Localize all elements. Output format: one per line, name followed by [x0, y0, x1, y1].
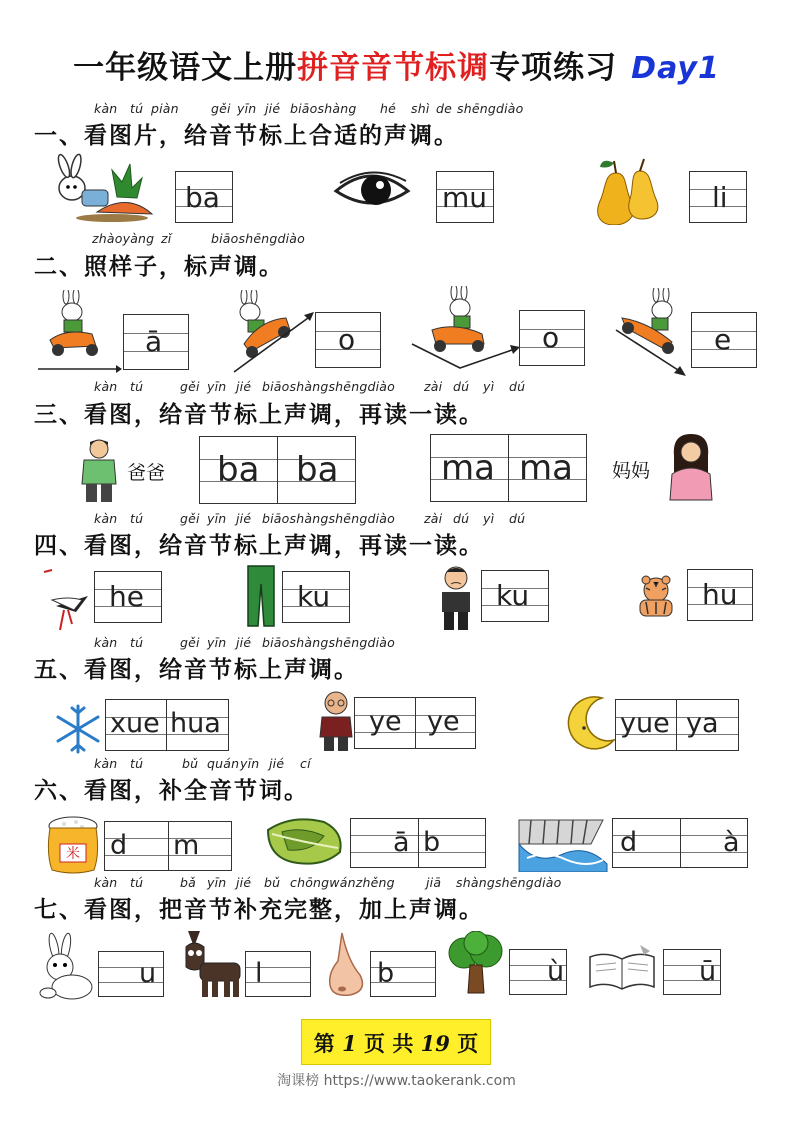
dam-icon	[517, 814, 609, 872]
syllable-box[interactable]: ā	[123, 314, 189, 370]
syllable-box[interactable]: ku	[481, 570, 549, 622]
syllable-box[interactable]: ye ye	[354, 697, 476, 749]
syllable-box[interactable]: ba ba	[199, 436, 356, 504]
book-icon	[586, 943, 658, 995]
nose-icon	[324, 931, 368, 999]
watermark: 淘课榜 https://www.taokerank.com	[277, 1073, 516, 1089]
tree-icon	[446, 931, 506, 997]
syllable-box[interactable]: o	[519, 310, 585, 366]
section-heading: 一、看图片，给音节标上合适的声调。	[34, 123, 459, 149]
cabbage-icon	[262, 812, 348, 870]
word-label: 妈妈	[612, 460, 651, 482]
section-heading: 四、看图，给音节标上声调，再读一读。	[34, 533, 484, 559]
word-label: 爸爸	[127, 462, 166, 484]
pinyin-row: kàn tú gěi yīn jié biāoshàngshēngdiào zài dú yì dú	[94, 379, 526, 394]
father-icon	[78, 438, 120, 504]
syllable-box[interactable]: yue ya	[615, 699, 739, 751]
arrow-flat-icon	[36, 364, 122, 374]
syllable-box[interactable]: d à	[612, 818, 748, 868]
grandpa-icon	[316, 689, 356, 753]
syllable-box[interactable]: hu	[687, 569, 753, 621]
pinyin-row: kàn tú bǔ quán yīn jié cí	[94, 756, 311, 771]
pinyin-row: kàn tú bǎ yīn jié bǔ chōngwánzhěng jiā shàngshēngdiào	[94, 875, 562, 890]
section-heading: 三、看图，给音节标上声调，再读一读。	[34, 402, 484, 428]
syllable-box[interactable]: ma ma	[430, 434, 587, 502]
section-heading: 六、看图，补全音节词。	[34, 778, 309, 804]
pinyin-row: zhàoyàng zǐ biāoshēngdiào	[92, 231, 306, 246]
snowflake-icon	[52, 703, 104, 755]
arrow-rising-icon	[232, 312, 314, 374]
pinyin-row: kàn tú piàn gěi yīn jié biāoshàng hé shì de shēngdiào	[94, 101, 524, 116]
section-heading: 二、照样子，标声调。	[34, 254, 284, 280]
rice-label: 米	[66, 846, 80, 862]
pants-icon	[246, 564, 276, 628]
arrow-dip-icon	[410, 340, 520, 372]
syllable-box[interactable]: d m	[104, 821, 232, 871]
section-heading: 五、看图，给音节标上声调。	[34, 657, 359, 683]
moon-icon	[562, 694, 618, 750]
syllable-box[interactable]: u	[98, 951, 164, 997]
syllable-box[interactable]: b	[370, 951, 436, 997]
syllable-box[interactable]: e	[691, 312, 757, 368]
mother-icon	[666, 432, 716, 502]
syllable-box[interactable]: ū	[663, 949, 721, 995]
rabbit-icon	[32, 931, 98, 1001]
tiger-icon	[632, 574, 680, 620]
pinyin-row: kàn tú gěi yīn jié biāoshàngshēngdiào	[94, 635, 395, 650]
syllable-box[interactable]: l	[245, 951, 311, 997]
crying-boy-icon	[436, 564, 476, 632]
rice-bag-icon	[44, 814, 102, 876]
syllable-box[interactable]: li	[689, 171, 747, 223]
syllable-box[interactable]: mu	[436, 171, 494, 223]
pear-icon	[594, 155, 666, 225]
donkey-icon	[178, 927, 246, 999]
syllable-box[interactable]: he	[94, 571, 162, 623]
page-indicator-text: 第 1 页 共 19 页	[313, 1031, 479, 1056]
rabbit-scooter-icon	[36, 290, 116, 362]
syllable-box[interactable]: ù	[509, 949, 567, 995]
syllable-box[interactable]: ā b	[350, 818, 486, 868]
syllable-box[interactable]: o	[315, 312, 381, 368]
syllable-box[interactable]: ba	[175, 171, 233, 223]
pinyin-row: kàn tú gěi yīn jié biāoshàngshēngdiào zài dú yì dú	[94, 511, 526, 526]
rabbit-carrot-icon	[42, 152, 154, 222]
eye-icon	[332, 163, 412, 215]
arrow-falling-icon	[614, 328, 686, 376]
section-heading: 七、看图，把音节补充完整，加上声调。	[34, 897, 484, 923]
syllable-box[interactable]: ku	[282, 571, 350, 623]
page-title: 一年级语文上册拼音音节标调专项练习 Day1	[73, 50, 720, 86]
crane-icon	[38, 566, 94, 632]
syllable-box[interactable]: xue hua	[105, 699, 229, 751]
